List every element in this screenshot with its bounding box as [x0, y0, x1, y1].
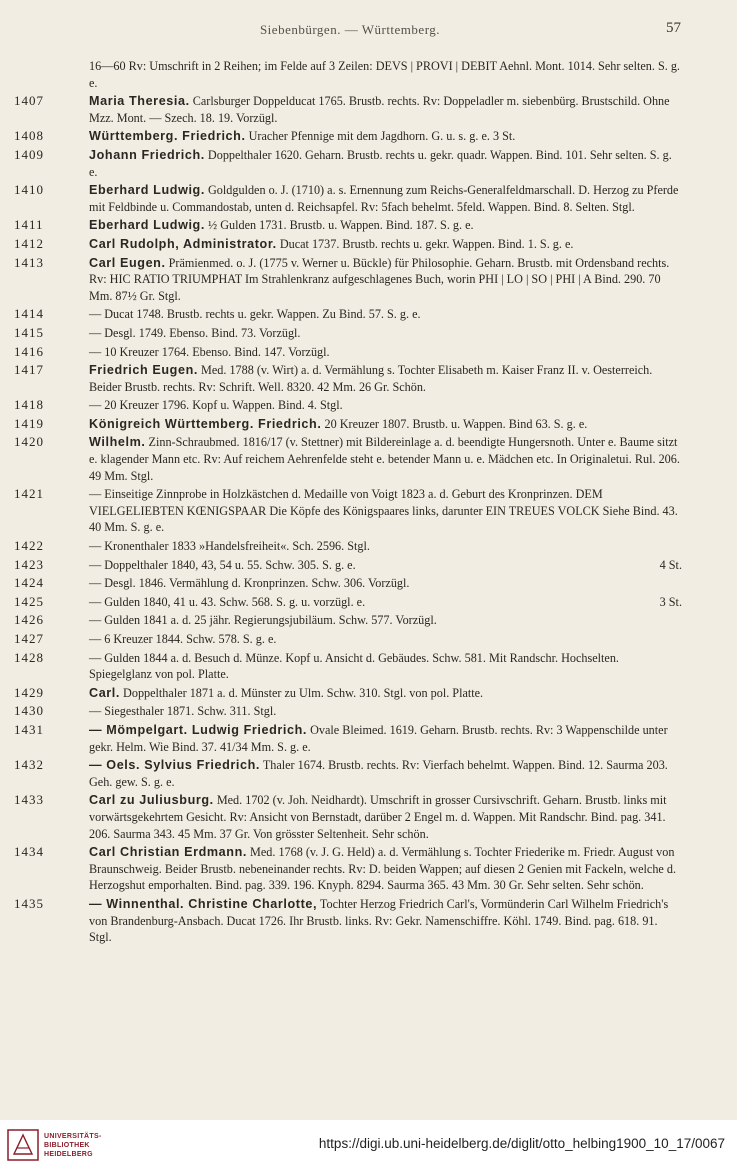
entry-text: — Doppelthaler 1840, 43, 54 u. 55. Schw. 305. S. g. e. [89, 557, 356, 572]
entry-body [89, 255, 682, 305]
entry-body [89, 306, 682, 323]
entry-body [89, 128, 682, 145]
entry-body [89, 58, 682, 91]
catalog-entries [14, 58, 682, 948]
entry-number: 1435 [14, 895, 44, 911]
university-seal-icon [6, 1128, 40, 1162]
entry-heading: — Winnenthal. Christine Charlotte, [89, 896, 318, 911]
entry-heading: Wilhelm. [89, 435, 146, 450]
entry-body [89, 792, 682, 842]
entry-body [89, 362, 682, 395]
catalog-entry [14, 631, 682, 648]
entry-text: — Siegesthaler 1871. Schw. 311. Stgl. [89, 704, 277, 719]
entry-count: 4 St. [659, 557, 682, 572]
entry-text: — 10 Kreuzer 1764. Ebenso. Bind. 147. Vorzügl. [89, 344, 330, 359]
catalog-entry [14, 128, 682, 145]
entry-text: — Einseitige Zinnprobe in Holzkästchen d. Medaille von Voigt 1823 a. d. Geburt des Kronprinzen. DEM VIELGELIEBTEN KŒNIGSPAAR Die Köpfe des Königspaares links, darunter EIN TREUES VOLCK Siehe Bind. 43. 40 Mm. S. g. e. [89, 487, 678, 535]
entry-number: 1418 [14, 397, 44, 413]
entry-number: 1419 [14, 415, 44, 431]
entry-number: 1430 [14, 703, 44, 719]
entry-heading: Königreich Württemberg. Friedrich. [89, 416, 322, 431]
catalog-entry [14, 594, 682, 611]
entry-body [89, 236, 682, 253]
entry-number: 1420 [14, 434, 44, 450]
entry-text: — Desgl. 1846. Vermählung d. Kronprinzen. Schw. 306. Vorzügl. [89, 576, 410, 591]
catalog-entry [14, 896, 682, 946]
entry-text: — Gulden 1844 a. d. Besuch d. Münze. Kopf u. Ansicht d. Gebäudes. Schw. 581. Mit Randschr. Hochselten. Spiegelglanz von pol. Platte. [89, 650, 619, 682]
catalog-entry [14, 255, 682, 305]
entry-text: Doppelthaler 1620. Geharn. Brustb. rechts u. gekr. quadr. Wappen. Bind. 101. Sehr selten. S. g. e. [89, 147, 672, 179]
catalog-entry [14, 344, 682, 361]
catalog-entry [14, 612, 682, 629]
entry-number: 1422 [14, 538, 44, 554]
entry-number: 1425 [14, 593, 44, 609]
catalog-entry [14, 182, 682, 215]
entry-text: Thaler 1674. Brustb. rechts. Rv: Vierfach behelmt. Wappen. Bind. 12. Saurma 203. Geh. gew. S. g. e. [89, 758, 668, 789]
entry-body [89, 650, 682, 683]
catalog-entry [14, 397, 682, 414]
entry-number: 1426 [14, 612, 44, 628]
catalog-entry [14, 58, 682, 91]
catalog-entry [14, 93, 682, 126]
entry-number: 1431 [14, 721, 44, 737]
entry-number: 1421 [14, 486, 44, 502]
entry-number: 1429 [14, 684, 44, 700]
entry-number: 1428 [14, 649, 44, 665]
entry-body [89, 631, 682, 648]
entry-heading: Carl zu Juliusburg. [89, 793, 214, 808]
entry-number: 1407 [14, 93, 44, 109]
entry-text: Ovale Bleimed. 1619. Geharn. Brustb. rechts. Rv: 3 Wappenschilde unter gekr. Helm. Wie Bind. 37. 41/34 Mm. S. g. e. [89, 722, 668, 754]
entry-body [89, 594, 682, 611]
catalog-entry [14, 685, 682, 702]
entry-text: 16—60 Rv: Umschrift in 2 Reihen; im Felde auf 3 Zeilen: DEVS | PROVI | DEBIT Aehnl. Mont. 1014. Sehr selten. S. g. e. [89, 59, 680, 90]
entry-heading: Eberhard Ludwig. [89, 183, 205, 198]
entry-number: 1424 [14, 575, 44, 591]
permalink-url[interactable]: https://digi.ub.uni-heidelberg.de/diglit/otto_helbing1900_10_17/0067 [318, 1136, 725, 1151]
entry-body [89, 325, 682, 342]
entry-body [89, 896, 682, 946]
entry-body [89, 844, 682, 894]
entry-body [89, 703, 682, 720]
entry-heading: Carl Eugen. [89, 255, 166, 270]
entry-number: 1432 [14, 757, 44, 773]
entry-body [89, 93, 682, 126]
entry-number: 1423 [14, 556, 44, 572]
entry-heading: Carl Rudolph, Administrator. [89, 236, 277, 251]
entry-text: Carlsburger Doppelducat 1765. Brustb. rechts. Rv: Doppeladler m. siebenbürg. Brustschild. Ohne Mzz. Mont. — Szech. 18. 19. Vorzügl. [89, 94, 670, 125]
entry-heading: Friedrich Eugen. [89, 363, 198, 378]
entry-text: Med. 1768 (v. J. G. Held) a. d. Vermählung s. Tochter Friederike m. Friedr. August von Braunschweig. Beider Brustb. nebeneinander rechts. Rv: D. beiden Wappen; auf diesen 2 Genien mit Fackeln, welche d. Herzogshut emporhalten. Bind. pag. 339. 196. Knyph. 8294. Saurma 365. 43 Mm. 30 Gr. Sehr selten. Sehr schön. [89, 845, 677, 893]
entry-text: — 20 Kreuzer 1796. Kopf u. Wappen. Bind. 4. Stgl. [89, 398, 343, 413]
entry-body [89, 557, 682, 574]
entry-body [89, 182, 682, 215]
entry-text: — Gulden 1841 a. d. 25 jähr. Regierungsjubiläum. Schw. 577. Vorzügl. [89, 613, 437, 628]
entry-text: Zinn-Schraubmed. 1816/17 (v. Stettner) mit Bildereinlage a. d. beendigte Hungersnoth. Unter e. Baume sitzt e. klagender Mann etc. Rv: Auf reichem Aehrenfelde steht e. betender Mann u. e. Mädchen etc. In Originaletui. Rul. 206. 49 Mm. Stgl. [89, 435, 680, 483]
entry-text: Doppelthaler 1871 a. d. Münster zu Ulm. Schw. 310. Stgl. von pol. Platte. [123, 685, 484, 700]
catalog-entry [14, 236, 682, 253]
entry-body [89, 722, 682, 755]
entry-body [89, 612, 682, 629]
entry-number: 1415 [14, 324, 44, 340]
entry-number: 1433 [14, 792, 44, 808]
entry-number: 1427 [14, 631, 44, 646]
catalog-entry [14, 362, 682, 395]
catalog-entry [14, 703, 682, 720]
entry-text: Goldgulden o. J. (1710) a. s. Ernennung zum Reichs-Generalfeldmarschall. D. Herzog zu Pferde mit Feldbinde u. Commandostab, unten d. Reichsapfel. Rv: 5fach behelmt. 5feld. Wappen. Bind. 8. Selten. Stgl. [89, 183, 679, 214]
running-head: Siebenbürgen. — Württemberg. [259, 22, 441, 37]
entry-text: Med. 1788 (v. Wirt) a. d. Vermählung s. Tochter Elisabeth m. Kaiser Franz II. v. Oesterreich. Beider Brustb. rechts. Rv: Schrift. Well. 8320. 42 Mm. 26 Gr. Schön. [89, 363, 653, 394]
catalog-entry [14, 486, 682, 536]
entry-text: 20 Kreuzer 1807. Brustb. u. Wappen. Bind 63. S. g. e. [324, 416, 588, 431]
catalog-entry [14, 217, 682, 234]
entry-number: 1413 [14, 254, 44, 270]
entry-text: — Desgl. 1749. Ebenso. Bind. 73. Vorzügl. [89, 325, 301, 340]
entry-text: — 6 Kreuzer 1844. Schw. 578. S. g. e. [89, 632, 277, 646]
catalog-entry [14, 792, 682, 842]
entry-number: 1410 [14, 182, 44, 198]
entry-body [89, 344, 682, 361]
entry-number: 1416 [14, 343, 44, 359]
entry-heading: — Mömpelgart. Ludwig Friedrich. [89, 722, 308, 737]
entry-number: 1411 [14, 217, 44, 233]
entry-heading: Carl. [89, 685, 120, 700]
catalog-entry [14, 416, 682, 433]
catalog-entry [14, 722, 682, 755]
catalog-entry [14, 538, 682, 555]
entry-text: — Kronenthaler 1833 »Handelsfreiheit«. Sch. 2596. Stgl. [89, 539, 370, 554]
entry-heading: Eberhard Ludwig. [89, 218, 205, 233]
catalog-entry [14, 844, 682, 894]
entry-text: Tochter Herzog Friedrich Carl's, Vormünderin Carl Wilhelm Friedrich's von Brandenburg-Ansbach. Ducat 1726. Ihr Brustb. links. Rv: Gekr. Namenschiffre. Köhl. 1749. Bind. pag. 618. 91. Stgl. [89, 896, 669, 945]
catalog-entry [14, 650, 682, 683]
entry-text: Prämienmed. o. J. (1775 v. Werner u. Bückle) für Philosophie. Geharn. Brustb. mit Ordensband rechts. Rv: HIC RATIO TRIUMPHAT Im Strahlenkranz aufgeschlagenes Buch, worin PHI | LO | SO | PHI | A Bind. 290. 70 Mm. 87½ Gr. Stgl. [89, 255, 670, 303]
page-number: 57 [666, 20, 681, 36]
catalog-entry [14, 147, 682, 180]
entry-body [89, 575, 682, 592]
entry-body [89, 397, 682, 414]
footer-bar [0, 1120, 737, 1171]
entry-text: — Ducat 1748. Brustb. rechts u. gekr. Wappen. Zu Bind. 57. S. g. e. [89, 307, 421, 322]
catalog-entry [14, 557, 682, 574]
entry-heading: — Oels. Sylvius Friedrich. [89, 758, 260, 773]
entry-number: 1417 [14, 362, 44, 378]
entry-heading: Württemberg. Friedrich. [89, 129, 246, 144]
entry-body [89, 757, 682, 790]
entry-text: Uracher Pfennige mit dem Jagdhorn. G. u. s. g. e. 3 St. [248, 129, 516, 144]
entry-text: ½ Gulden 1731. Brustb. u. Wappen. Bind. 187. S. g. e. [208, 218, 474, 233]
entry-body [89, 147, 682, 180]
entry-body [89, 217, 682, 234]
entry-body [89, 416, 682, 433]
entry-heading: Johann Friedrich. [89, 147, 205, 162]
entry-number: 1414 [14, 306, 44, 322]
entry-body [89, 685, 682, 702]
entry-number: 1412 [14, 235, 44, 251]
catalog-entry [14, 306, 682, 323]
entry-number: 1409 [14, 146, 44, 162]
entry-body [89, 538, 682, 555]
entry-heading: Carl Christian Erdmann. [89, 845, 247, 860]
entry-body [89, 486, 682, 536]
entry-number: 1434 [14, 844, 44, 860]
entry-text: — Gulden 1840, 41 u. 43. Schw. 568. S. g. u. vorzügl. e. [89, 594, 366, 609]
entry-body [89, 434, 682, 484]
entry-count: 3 St. [659, 594, 682, 609]
entry-heading: Maria Theresia. [89, 94, 190, 109]
catalog-entry [14, 575, 682, 592]
entry-text: Ducat 1737. Brustb. rechts u. gekr. Wappen. Bind. 1. S. g. e. [279, 236, 574, 251]
library-logo-text: UNIVERSITÄTS- BIBLIOTHEK HEIDELBERG [44, 1133, 102, 1158]
catalog-entry [14, 434, 682, 484]
catalog-entry [14, 757, 682, 790]
entry-text: Med. 1702 (v. Joh. Neidhardt). Umschrift in grosser Cursivschrift. Geharn. Brustb. links mit vorwärtsgekehrtem Gesicht. Rv: Ansicht von Bernstadt, darüber 2 Engel m. d. Wappen. Mit Randschr. Bind. pag. 341. 206. Saurma 343. 45 Mm. 37 Gr. Von grösster Seltenheit. Sehr schön. [89, 793, 667, 841]
entry-number: 1408 [14, 128, 44, 144]
catalog-entry [14, 325, 682, 342]
